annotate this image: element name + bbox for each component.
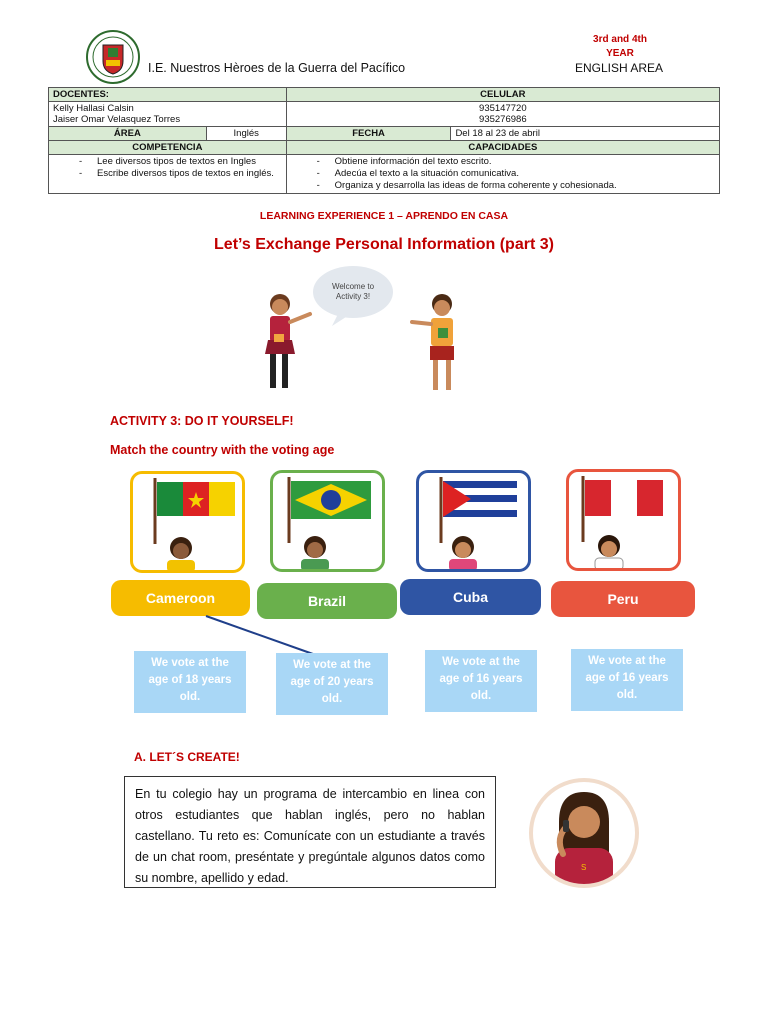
cuba-flag-icon [419,473,528,569]
country-pill-cameroon[interactable]: Cameroon [111,580,250,616]
vote-line: age of 16 years [585,672,669,684]
cameroon-flag-icon [133,474,242,570]
phone-number: 935276986 [479,114,527,125]
lets-create-heading: A. LET´S CREATE! [134,750,240,764]
vote-line: old. [470,690,492,702]
list-item [291,168,715,180]
vote-line: We vote at the [588,655,666,667]
list-item [53,156,282,168]
list-item [291,156,715,168]
svg-text:S: S [581,863,587,872]
celular-header: CELULAR [286,88,719,102]
match-instruction: Match the country with the voting age [110,443,335,457]
girl-figure [265,294,310,388]
teacher-name: Jaiser Omar Velasquez Torres [53,114,181,125]
capacidades-header: CAPACIDADES [286,141,719,155]
bullet: - [316,156,320,167]
country-pill-brazil[interactable]: Brazil [257,583,397,619]
activity-title: ACTIVITY 3: DO IT YOURSELF! [110,414,294,428]
grade-year [590,33,650,61]
cuba-card [416,470,531,572]
page-title: Let’s Exchange Personal Information (part 3) [214,236,554,253]
boy-figure [412,294,454,390]
vote-age-box[interactable] [425,650,537,712]
competencias-cell [49,155,287,194]
vote-line: old. [179,691,201,703]
girl-on-phone-illustration [529,778,639,888]
cameroon-card [130,471,245,573]
instructions-box: En tu colegio hay un programa de intercambio en linea con otros estudiantes que hablan inglés, pero no hablan castellano. Tu reto es: Comunícate con un estudiante a través de un chat room, preséntate y pregúntale algunos datos como su nombre, apellido y edad. [124,776,496,888]
vote-line: old. [616,689,638,701]
competencia-item: Escribe diversos tipos de textos en inglés. [97,168,274,179]
vote-line: age of 18 years [148,674,232,686]
info-table [48,87,720,194]
vote-line: We vote at the [293,659,371,671]
phone-number: 935147720 [479,103,527,114]
peru-flag-icon [569,472,678,568]
vote-age-box[interactable] [276,653,388,715]
brazil-flag-icon [273,473,382,569]
fecha-header: FECHA [286,127,451,141]
bullet: - [79,156,83,167]
area-value: Inglés [206,127,286,141]
grade-year-line2: YEAR [606,48,634,59]
capacidad-item: Obtiene información del texto escrito. [334,156,492,167]
country-pill-cuba[interactable]: Cuba [400,579,541,615]
bubble-line: Activity 3! [335,292,371,301]
vote-line: age of 16 years [439,673,523,685]
school-name: I.E. Nuestros Hèroes de la Guerra del Pacífico [148,61,406,75]
vote-line: We vote at the [151,657,229,669]
competencia-header: COMPETENCIA [49,141,287,155]
phones-cell [286,102,719,127]
vote-age-box[interactable] [134,651,246,713]
girl-phone-icon [533,782,635,884]
area-header: ÁREA [49,127,207,141]
teachers-cell [49,102,287,127]
vote-line: age of 20 years [290,676,374,688]
competencia-item: Lee diversos tipos de textos en Ingles [97,156,256,167]
teacher-name: Kelly Hallasi Calsin [53,103,134,114]
country-pill-peru[interactable]: Peru [551,581,695,617]
learning-experience-title: LEARNING EXPERIENCE 1 – APRENDO EN CASA [259,210,509,222]
vote-line: old. [321,693,343,705]
capacidades-cell [286,155,719,194]
list-item [291,180,715,192]
kids-greeting-illustration [250,262,480,402]
bullet: - [316,180,320,191]
school-crest-icon [86,30,140,84]
capacidad-item: Organiza y desarrolla las ideas de forma coherente y cohesionada. [334,180,617,191]
peru-card [566,469,681,571]
area-label: ENGLISH AREA [575,61,664,75]
vote-age-box[interactable] [571,649,683,711]
bullet: - [79,168,83,179]
grade-year-line1: 3rd and 4th [593,34,647,45]
capacidad-item: Adecúa el texto a la situación comunicativa. [334,168,519,179]
brazil-card [270,470,385,572]
fecha-value: Del 18 al 23 de abril [451,127,720,141]
bubble-line: Welcome to [331,282,375,291]
docentes-header: DOCENTES: [49,88,287,102]
bullet: - [316,168,320,179]
list-item [53,168,282,180]
vote-line: We vote at the [442,656,520,668]
